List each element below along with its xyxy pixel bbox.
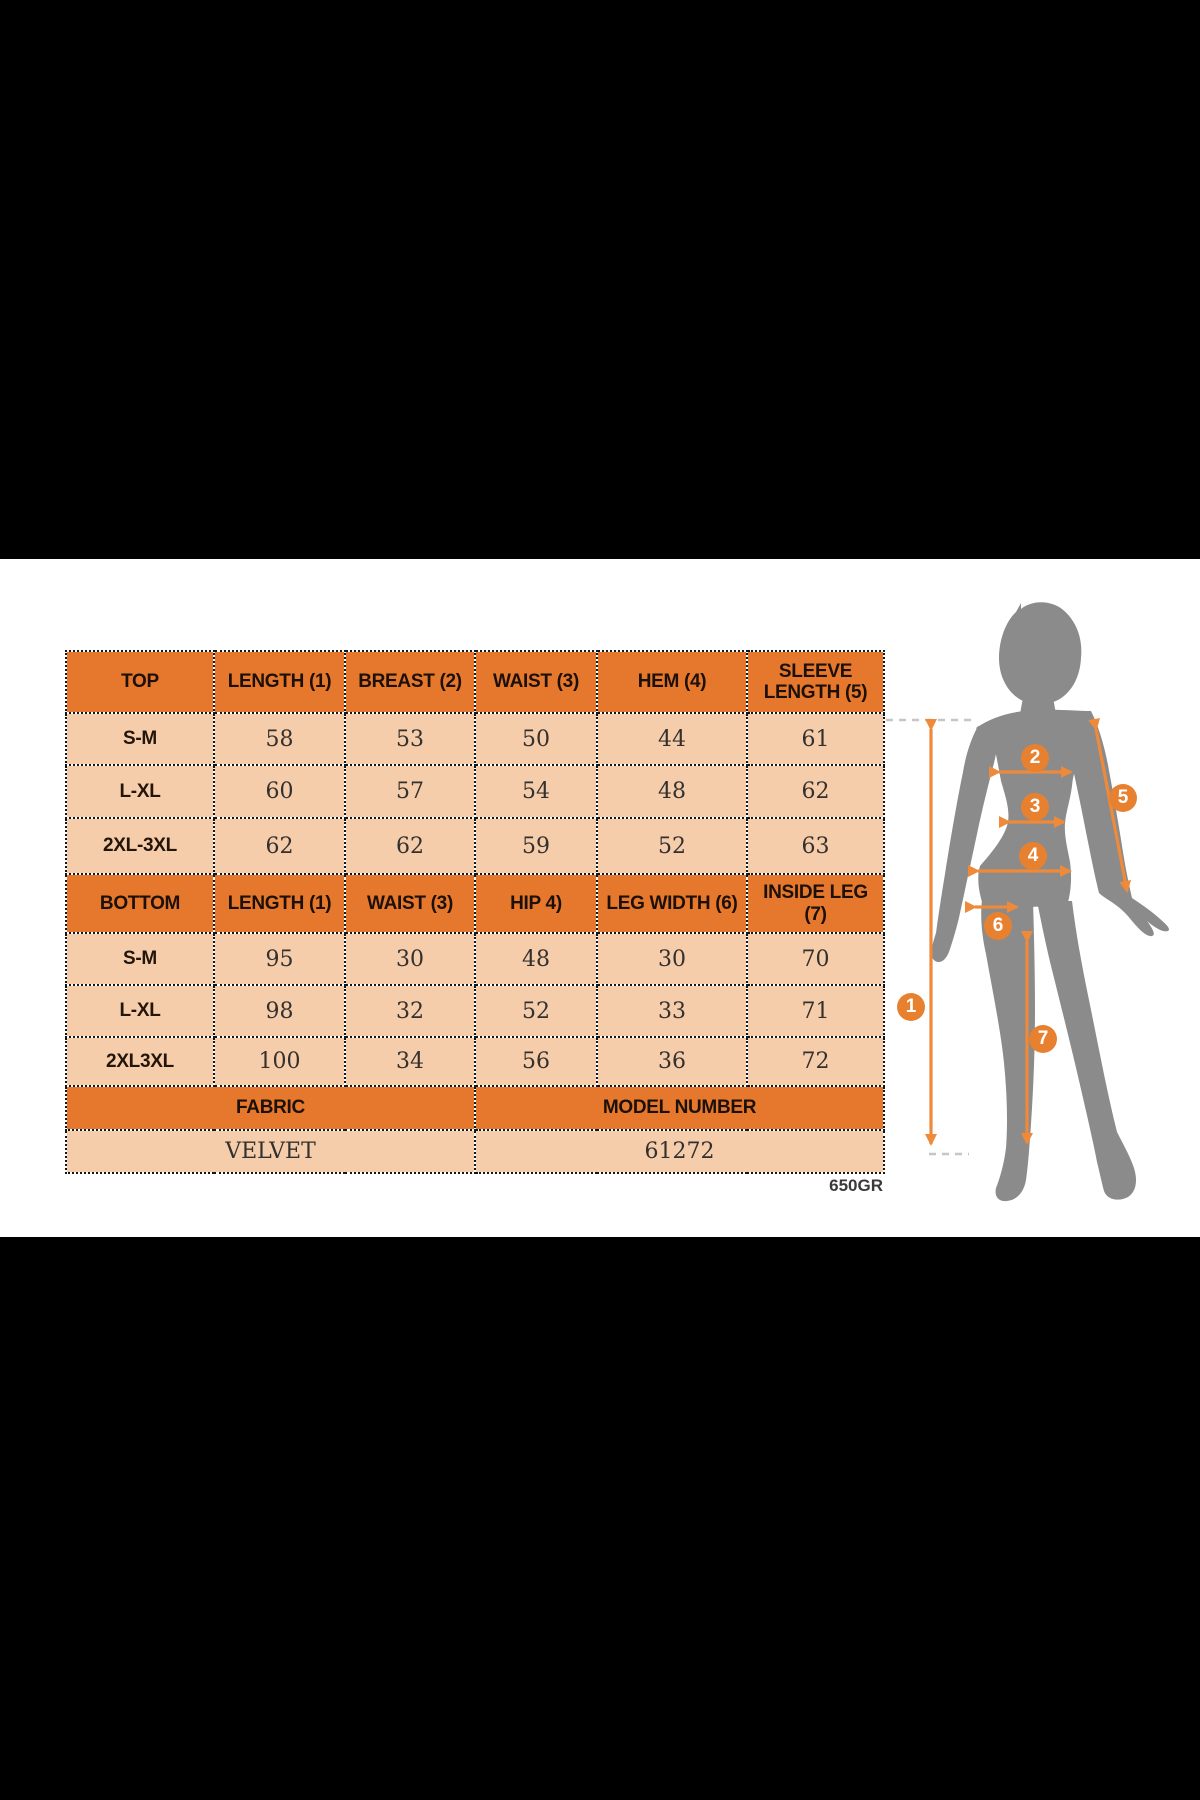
- figure-marker-2: 2: [1021, 744, 1049, 772]
- figure-hair: [999, 602, 1081, 704]
- measurement-cell: 33: [597, 985, 747, 1037]
- measurement-cell: 32: [345, 985, 475, 1037]
- measurement-cell: 52: [597, 818, 747, 874]
- measurement-cell: 59: [475, 818, 597, 874]
- weight-note: 650GR: [829, 1176, 883, 1195]
- column-header-leg-width: LEG WIDTH (6): [597, 874, 747, 933]
- measurement-cell: 63: [747, 818, 884, 874]
- measurement-cell: 52: [475, 985, 597, 1037]
- figure-right-arm: [1066, 711, 1169, 936]
- fabric-value: VELVET: [66, 1130, 475, 1173]
- measurement-cell: 98: [214, 985, 345, 1037]
- top-header-row: [66, 651, 884, 713]
- measurement-cell: 62: [747, 765, 884, 818]
- size-label: 2XL3XL: [66, 1037, 214, 1086]
- measurement-cell: 72: [747, 1037, 884, 1086]
- figure-marker-1: 1: [897, 993, 925, 1021]
- size-label: 2XL-3XL: [66, 818, 214, 874]
- column-header-bottom: BOTTOM: [66, 874, 214, 933]
- column-header-waist: WAIST (3): [475, 651, 597, 713]
- size-chart-table: [65, 650, 883, 1174]
- table-row: [66, 765, 884, 818]
- figure-marker-7: 7: [1029, 1025, 1057, 1053]
- measurement-cell: 30: [345, 933, 475, 985]
- column-header-waist: WAIST (3): [345, 874, 475, 933]
- measurement-cell: 30: [597, 933, 747, 985]
- measurement-cell: 50: [475, 713, 597, 765]
- size-label: S-M: [66, 933, 214, 985]
- measurement-figure: [860, 560, 1200, 1240]
- fabric-model-value-row: [66, 1130, 884, 1173]
- measurement-cell: 44: [597, 713, 747, 765]
- size-label: L-XL: [66, 985, 214, 1037]
- column-header-inside-leg: INSIDE LEG (7): [747, 874, 884, 933]
- column-header-length: LENGTH (1): [214, 874, 345, 933]
- column-header-sleeve-length: SLEEVE LENGTH (5): [747, 651, 884, 713]
- measurement-cell: 100: [214, 1037, 345, 1086]
- bottom-header-row: [66, 874, 884, 933]
- column-header-length: LENGTH (1): [214, 651, 345, 713]
- measurement-cell: 48: [475, 933, 597, 985]
- measurement-cell: 58: [214, 713, 345, 765]
- size-label: S-M: [66, 713, 214, 765]
- column-header-breast: BREAST (2): [345, 651, 475, 713]
- figure-marker-4: 4: [1019, 842, 1047, 870]
- measurement-cell: 48: [597, 765, 747, 818]
- model-number-label: MODEL NUMBER: [475, 1086, 884, 1130]
- figure-marker-5: 5: [1109, 784, 1137, 812]
- measurement-cell: 62: [214, 818, 345, 874]
- fabric-label: FABRIC: [66, 1086, 475, 1130]
- measurement-cell: 36: [597, 1037, 747, 1086]
- table-row: [66, 985, 884, 1037]
- body-silhouette: [932, 602, 1169, 1201]
- measurement-cell: 70: [747, 933, 884, 985]
- measurement-cell: 53: [345, 713, 475, 765]
- column-header-hip: HIP 4): [475, 874, 597, 933]
- figure-right-leg: [1037, 901, 1136, 1200]
- measurement-cell: 62: [345, 818, 475, 874]
- measurement-cell: 34: [345, 1037, 475, 1086]
- table-row: [66, 713, 884, 765]
- table-row: [66, 818, 884, 874]
- column-header-top: TOP: [66, 651, 214, 713]
- measurement-cell: 71: [747, 985, 884, 1037]
- measurement-cell: 61: [747, 713, 884, 765]
- table-row: [66, 1037, 884, 1086]
- measurement-cell: 54: [475, 765, 597, 818]
- fabric-model-header-row: [66, 1086, 884, 1130]
- measurement-cell: 57: [345, 765, 475, 818]
- model-number-value: 61272: [475, 1130, 884, 1173]
- column-header-hem: HEM (4): [597, 651, 747, 713]
- measurement-cell: 56: [475, 1037, 597, 1086]
- measurement-cell: 60: [214, 765, 345, 818]
- figure-marker-6: 6: [984, 912, 1012, 940]
- table-row: [66, 933, 884, 985]
- size-label: L-XL: [66, 765, 214, 818]
- measurement-cell: 95: [214, 933, 345, 985]
- figure-marker-3: 3: [1021, 793, 1049, 821]
